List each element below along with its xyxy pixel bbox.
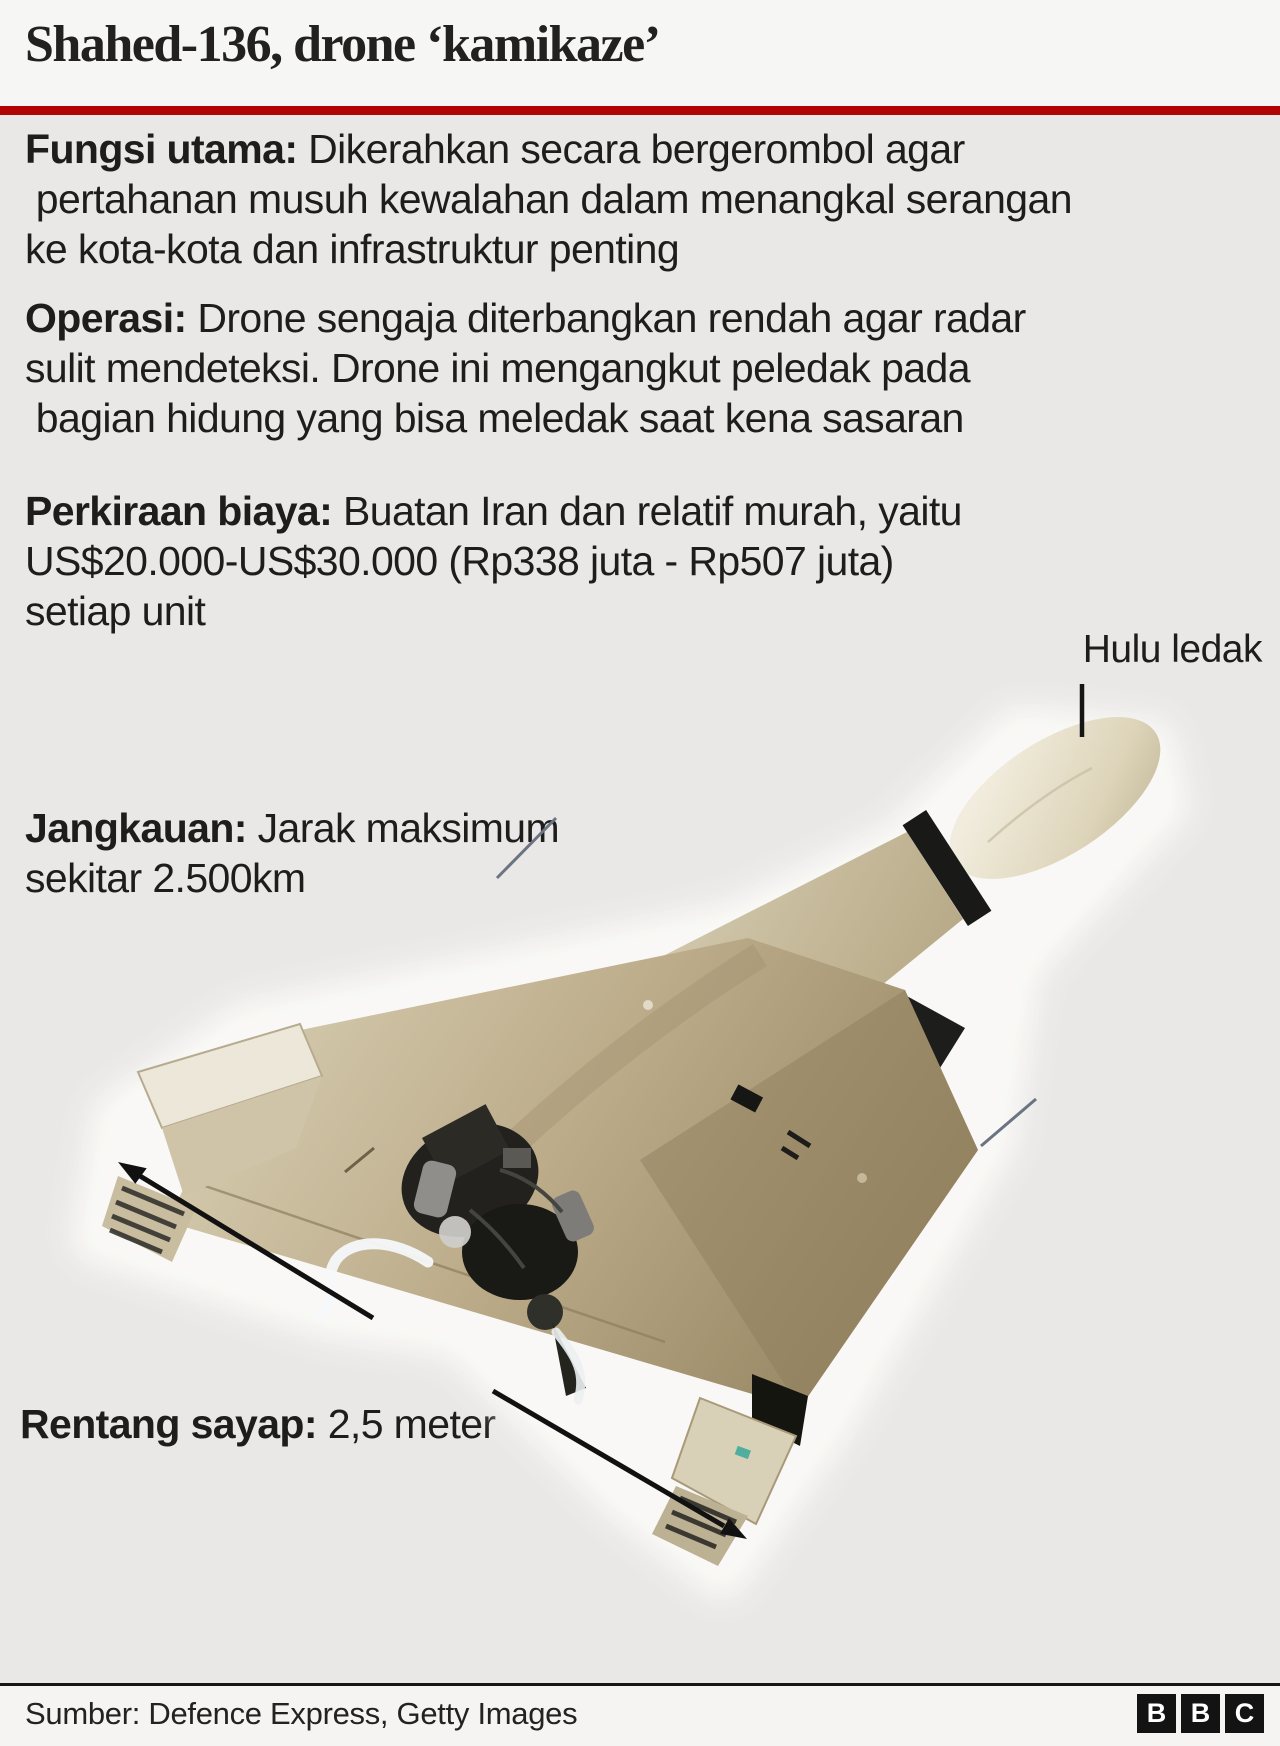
warhead-callout-label: Hulu ledak bbox=[1082, 628, 1262, 671]
paragraph-line: Operasi: Drone sengaja diterbangkan rendah agar radar bbox=[25, 295, 1026, 341]
wing-rivet bbox=[857, 1173, 867, 1183]
wingspan-annotation: Rentang sayap: 2,5 meter bbox=[20, 1401, 496, 1447]
bbc-logo-block: B bbox=[1137, 1694, 1176, 1733]
paragraph-line: Perkiraan biaya: Buatan Iran dan relatif murah, yaitu bbox=[25, 488, 962, 534]
antenna-wire-left bbox=[497, 818, 556, 878]
paragraph-line: sulit mendeteksi. Drone ini mengangkut peledak pada bbox=[25, 345, 970, 391]
bold-lead-in: Perkiraan biaya: bbox=[25, 488, 333, 534]
bbc-logo-block: B bbox=[1181, 1694, 1220, 1733]
red-accent-bar bbox=[0, 106, 1280, 115]
page-title: Shahed-136, drone ‘kamikaze’ bbox=[25, 16, 660, 73]
paragraph-line: pertahanan musuh kewalahan dalam menangkal serangan bbox=[25, 176, 1072, 222]
annotation-line: sekitar 2.500km bbox=[25, 855, 306, 901]
paragraph-line: setiap unit bbox=[25, 588, 206, 634]
paragraph-line: Fungsi utama: Dikerahkan secara bergerombol agar bbox=[25, 126, 965, 172]
bbc-logo bbox=[1137, 1694, 1264, 1733]
annotation-line: Jangkauan: Jarak maksimum bbox=[25, 805, 560, 851]
drone-photo bbox=[0, 600, 1280, 1683]
bbc-logo-block: C bbox=[1225, 1694, 1264, 1733]
paragraph-fungsi-utama bbox=[25, 124, 1072, 274]
wing-rivet bbox=[643, 1000, 653, 1010]
bold-lead-in: Fungsi utama: bbox=[25, 126, 298, 172]
bold-lead-in: Operasi: bbox=[25, 295, 187, 341]
paragraph-line: bagian hidung yang bisa meledak saat kena sasaran bbox=[25, 395, 964, 441]
bold-lead-in: Jangkauan: bbox=[25, 805, 247, 851]
footer-band bbox=[0, 1686, 1280, 1746]
bold-lead-in: Rentang sayap: bbox=[20, 1401, 317, 1447]
paragraph-line: US$20.000-US$30.000 (Rp338 juta - Rp507 juta) bbox=[25, 538, 894, 584]
paragraph-operasi bbox=[25, 293, 1026, 443]
paragraph-line: ke kota-kota dan infrastruktur penting bbox=[25, 226, 680, 272]
source-credit: Sumber: Defence Express, Getty Images bbox=[25, 1696, 578, 1731]
